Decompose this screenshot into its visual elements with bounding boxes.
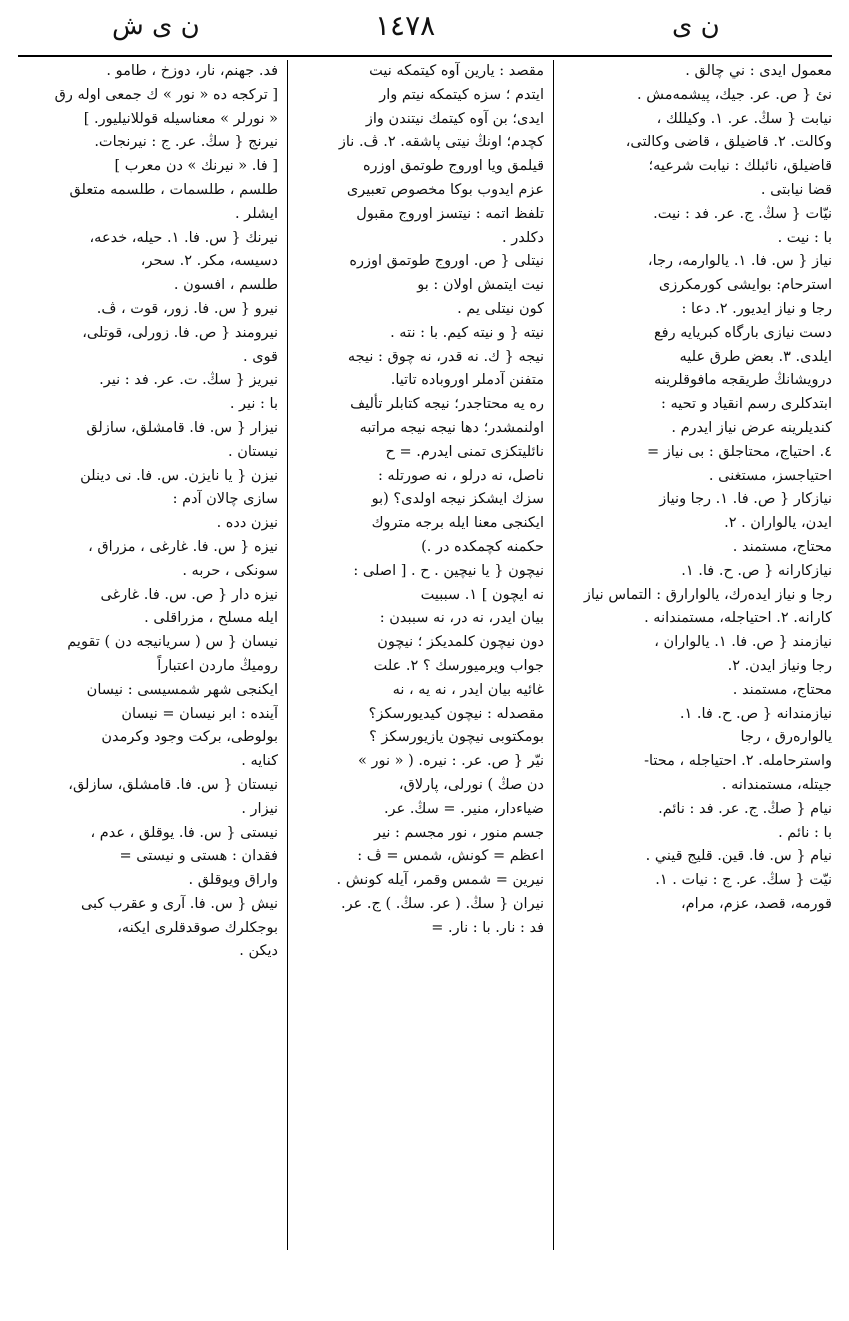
- entry-line: يالوارەرق ، رجا: [740, 729, 832, 746]
- entry-line: نيران { سڭ. ( عر. سڭ. ) ج. عر.: [341, 895, 544, 912]
- entry-line: نيرنك { س. فا. ١. حيله، خدعه،: [89, 229, 278, 246]
- entry-line: كارانه. ٢. احتياجله، مستمندانه .: [644, 610, 832, 627]
- entry-line: نيستان .: [227, 443, 278, 460]
- entry-line: دكلدر .: [502, 229, 544, 246]
- entry-line: نيابت { سڭ. عر. ١. وكيللك ،: [656, 110, 832, 127]
- page-number: ١٤٧٨: [375, 9, 436, 42]
- column-divider: [287, 60, 288, 1250]
- entry-line: نيت ايتمش اولان : بو: [417, 277, 544, 294]
- entry-line: نيّات { سڭ. ج. عر. فد : نيت.: [653, 205, 832, 222]
- entry-line: رجا و نياز ايديور. ٢. دعا :: [681, 300, 832, 317]
- entry-line: قضا نيابتى .: [760, 181, 832, 198]
- entry-line: تلفظ اتمه : نيتسز اوروج مقبول: [356, 205, 544, 222]
- entry-line: طلسم ، افسون .: [173, 277, 278, 294]
- entry-line: نائليتكزى تمنى ايدرم. = ح: [385, 443, 544, 460]
- entry-line: نيرين = شمس وقمر، آيله كونش .: [336, 872, 544, 889]
- entry-line: وكالت. ٢. قاضيلق ، قاضى وكالتى،: [625, 134, 832, 151]
- entry-line: نيازمندانه { ص. ح. فا. ١.: [679, 705, 832, 722]
- entry-line: ايدى؛ بن آوه كيتمك نيتندن واز: [365, 110, 544, 127]
- entry-line: نيستى { س. فا. يوقلق ، عدم ،: [90, 824, 278, 841]
- page-header: [0, 0, 849, 56]
- entry-line: طلسم ، طلسمات ، طلسمه متعلق: [69, 181, 278, 198]
- entry-line: نيزار .: [241, 800, 278, 817]
- entry-line: سونكى ، حربه .: [182, 562, 278, 579]
- entry-line: فد. جهنم، نار، دوزخ ، طامو .: [106, 63, 278, 79]
- entry-line: فد : نار. با : نار. =: [431, 919, 544, 936]
- entry-line: نيّت { سڭ. عر. ج : نيات . ١.: [655, 872, 832, 889]
- entry-line: محتاج، مستمند .: [732, 681, 832, 698]
- entry-line: نيزه { س. فا. غارغى ، مزراق ،: [88, 538, 278, 555]
- entry-line: واسترحامله. ٢. احتياجله ، محتا-: [644, 753, 832, 770]
- entry-line: ايدن، يالواران . ٢.: [724, 515, 832, 532]
- entry-line: محتاج، مستمند .: [732, 538, 832, 555]
- entry-line: ايلدى. ٣. بعض طرق عليه: [679, 348, 832, 365]
- entry-line: ايتدم ؛ سزه كيتمكه نيتم وار: [379, 86, 544, 103]
- entry-line: بومكتوبى نيچون يازيورسكز ؟: [369, 729, 544, 746]
- entry-line: ايكنجى شهر شمسيسى : نيسان: [86, 681, 278, 698]
- entry-line: مقصدله : نيچون كيديورسكز؟: [368, 705, 544, 722]
- entry-line: نىٔ { ص. عر. جيك، پيشمەمش .: [636, 86, 832, 103]
- entry-line: عزم ايدوب بوكا مخصوص تعبيرى: [346, 181, 544, 198]
- entry-line: نيجه { ك. نه قدر، نه چوق : نيجه: [347, 348, 544, 365]
- entry-line: نيرنج { سڭ. عر. ج : نيرنجات.: [94, 134, 278, 151]
- entry-line: حكمنه كچمكده در .): [421, 538, 544, 555]
- entry-line: ضياءدار، منير. = سڭ. عر.: [383, 800, 544, 817]
- entry-line: نيام { صڭ. ج. عر. فد : نائم.: [658, 800, 832, 817]
- entry-line: نيش { س. فا. آرى و عقرب كبى: [80, 895, 278, 912]
- entry-line: استرحام: بوايشى كورمكرزى: [658, 277, 832, 294]
- entry-line: دن صڭ ) نورلى، پارلاق،: [398, 776, 544, 793]
- entry-line: « نورلر » معناسيله قوللانيليور. ]: [83, 110, 278, 127]
- entry-line: رجا ونياز ايدن. ٢.: [727, 657, 832, 674]
- entry-line: بولوطى، بركت وجود وكرمدن: [101, 729, 278, 746]
- entry-line: نيازمند { ص. فا. ١. يالواران ،: [654, 634, 832, 651]
- entry-line: كچدم؛ اونڭ نيتى پاشقه. ٢. ڤ. ناز: [338, 134, 544, 151]
- entry-line: كنديلرينه عرض نياز ايدرم .: [671, 419, 832, 436]
- entry-line: نه ايچون ] ١. سببيت: [420, 586, 544, 603]
- entry-line: ايشلر .: [234, 205, 278, 222]
- entry-line: ناصل، نه درلو ، نه صورتله :: [377, 467, 544, 484]
- entry-line: متفنن آدملر اوروباده تاتيا.: [390, 372, 544, 389]
- entry-line: با : نير .: [229, 396, 278, 413]
- entry-line: جواب ويرميورسك ؟ ٢. علت: [373, 657, 544, 674]
- entry-line: مقصد : يارين آوه كيتمكه نيت: [369, 63, 544, 79]
- entry-line: نيستان { س. فا. قامشلق، سازلق،: [68, 776, 278, 793]
- column-middle: [290, 60, 550, 1250]
- entry-line: ديكن .: [239, 943, 278, 960]
- entry-line: نيزن { يا نايزن. س. فا. نى دينلن: [80, 467, 278, 484]
- entry-line: غائيه بيان ايدر ، نه يه ، نه: [392, 681, 544, 698]
- entry-line: نيزن دده .: [216, 515, 278, 532]
- entry-line: نيريز { سڭ. ت. عر. فد : نير.: [99, 372, 278, 389]
- entry-line: ايكنجى معنا ايله برجه متروك: [371, 515, 544, 532]
- entry-line: نيسان { س ( سريانيجه دن ) تقويم: [67, 634, 278, 651]
- entry-line: نيّر { ص. عر. : نيره. ( « نور »: [358, 753, 544, 770]
- entry-line: سازى چالان آدم :: [172, 491, 278, 508]
- entry-line: دون نيچون كلمديكز ؛ نيچون: [377, 634, 544, 651]
- header-guide-words-left: ن ى ش: [112, 11, 200, 41]
- entry-line: اعظم = كونش، شمس = ڤ :: [357, 848, 544, 865]
- entry-line: كنايه .: [241, 753, 278, 770]
- entry-line: قيلمق ويا اوروج طوتمق اوزره: [362, 158, 544, 175]
- entry-line: جيتله، مستمندانه .: [721, 776, 832, 793]
- entry-line: ٤. احتياج، محتاجلق : بى نياز =: [646, 443, 832, 460]
- entry-line: ابتدكلرى رسم انقياد و تحيه :: [660, 396, 832, 413]
- entry-line: دست نيازى بارگاه كبريايه رفع: [653, 324, 832, 341]
- entry-line: نيزه دار { ص. س. فا. غارغى: [100, 586, 278, 603]
- entry-line: معمول ايدى : ني چالق .: [685, 63, 832, 79]
- entry-line: روميڭ ماردن اعتباراً: [157, 657, 278, 674]
- entry-line: نيچون { يا نيچين . ح . [ اصلى :: [353, 562, 544, 579]
- entry-line: [ تركجه ده « نور » ك جمعى اوله رق: [54, 86, 278, 103]
- entry-line: نيازكار { ص. فا. ١. رجا ونياز: [659, 491, 832, 508]
- entry-line: با : نيت .: [777, 229, 832, 246]
- entry-line: اولنمشدر؛ دها نيجه نيجه مراتبه: [359, 419, 544, 436]
- entry-line: ره يه محتاجدر؛ نيجه كتابلر تأليف: [350, 396, 544, 413]
- entry-line: رجا و نياز ايدەرك، يالوارارق : التماس نياز: [583, 586, 832, 603]
- header-guide-words-right: ن ى: [672, 11, 720, 41]
- column-divider: [553, 60, 554, 1250]
- entry-line: دسيسه، مكر. ٢. سحر،: [140, 253, 278, 270]
- entry-line: نيام { س. فا. قين. قليج قيني .: [645, 848, 832, 865]
- entry-line: [ فا. « نيرنك » دن معرب ]: [114, 158, 278, 175]
- entry-line: واراق ويوقلق .: [188, 872, 278, 889]
- entry-line: قاضيلق، نائبلك : نيابت شرعيه؛: [648, 158, 832, 175]
- entry-line: نيته { و نيته كيم. با : نته .: [390, 324, 544, 341]
- entry-line: كون نيتلى يم .: [457, 300, 544, 317]
- entry-line: نيزار { س. فا. قامشلق، سازلق: [86, 419, 278, 436]
- entry-line: نيتلى { ص. اوروج طوتمق اوزره: [349, 253, 544, 270]
- entry-line: سزك ايشكز نيجه اولدى؟ (بو: [371, 491, 544, 508]
- entry-line: ايله مسلح ، مزراقلى .: [144, 610, 278, 627]
- entry-line: بوجكلرك صوقدقلرى ايكنه،: [117, 919, 278, 936]
- header-rule: [18, 55, 832, 57]
- entry-line: نيرو { س. فا. زور، قوت ، ڤ.: [96, 300, 278, 317]
- entry-line: قورمه، قصد، عزم، مرام،: [680, 895, 832, 912]
- entry-line: آينده : ابر نيسان = نيسان: [121, 705, 278, 722]
- entry-line: با : نائم .: [778, 824, 832, 841]
- entry-line: جسم منور ، نور مجسم : نير: [373, 824, 544, 841]
- entry-line: قوى .: [243, 348, 278, 365]
- entry-line: نيرومند { ص. فا. زورلى، قوتلى،: [82, 324, 278, 341]
- entry-line: احتياجسز، مستغنى .: [708, 467, 832, 484]
- entry-line: نياز { س. فا. ١. يالوارمه، رجا،: [647, 253, 832, 270]
- column-right: [558, 60, 838, 1250]
- entry-line: نيازكارانه { ص. ح. فا. ١.: [681, 562, 832, 579]
- entry-line: فقدان : هستى و نيستى =: [119, 848, 278, 865]
- column-left: [22, 60, 284, 1250]
- entry-line: درويشانڭ طريقجه مافوقلرينه: [654, 372, 832, 389]
- entry-line: بيان ايدر، نه در، نه سببدن :: [379, 610, 544, 627]
